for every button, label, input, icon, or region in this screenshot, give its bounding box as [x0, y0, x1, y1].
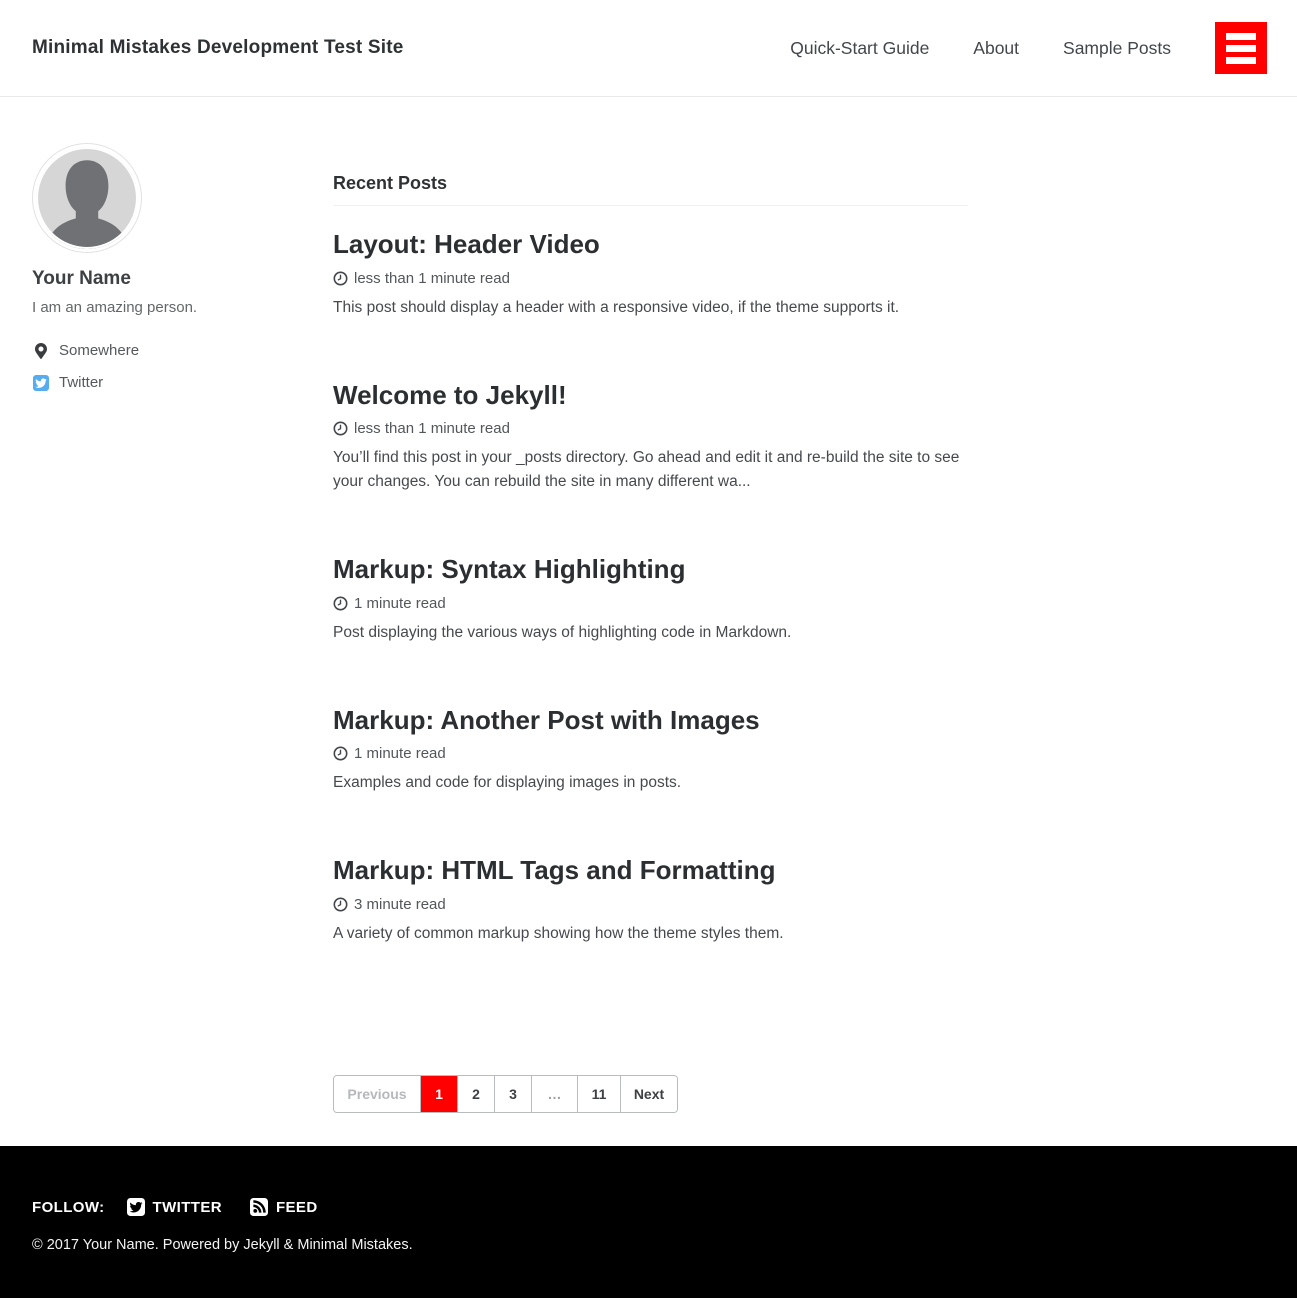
pagination-page-2[interactable]: 2: [457, 1076, 494, 1112]
footer-feed-label: FEED: [275, 1198, 318, 1216]
rss-square-icon: [250, 1198, 268, 1216]
avatar: [32, 143, 142, 253]
nav-link-sample-posts[interactable]: Sample Posts: [1063, 37, 1171, 58]
masthead: [0, 0, 1297, 97]
pagination-previous-button: Previous: [334, 1076, 420, 1112]
copyright-text: © 2017 Your Name. Powered by Jekyll & Minimal Mistakes.: [32, 1237, 413, 1253]
nav-link-about[interactable]: About: [973, 37, 1020, 58]
masthead-nav: [790, 22, 1267, 74]
author-sidebar: [32, 97, 333, 1113]
footer-feed-link[interactable]: [250, 1198, 318, 1216]
clock-icon: [333, 596, 348, 611]
author-links: [32, 342, 333, 391]
hamburger-icon: [1226, 33, 1256, 40]
clock-icon: [333, 271, 348, 286]
clock-icon: [333, 421, 348, 436]
pagination: [333, 1075, 678, 1113]
site-title[interactable]: Minimal Mistakes Development Test Site: [32, 37, 404, 58]
post-read-time: [333, 270, 968, 287]
hamburger-icon: [1226, 45, 1256, 52]
post-item: [333, 553, 968, 645]
post-excerpt: Post displaying the various ways of highlighting code in Markdown.: [333, 623, 792, 641]
post-read-time: [333, 420, 968, 437]
post-read-time: [333, 745, 968, 762]
pagination-page-1-current[interactable]: 1: [420, 1076, 457, 1112]
post-read-time: [333, 595, 968, 612]
post-excerpt: This post should display a header with a responsive video, if the theme supports it.: [333, 298, 900, 316]
post-item: [333, 228, 968, 320]
read-time-label: 1 minute read: [354, 594, 446, 612]
author-bio: I am an amazing person.: [32, 299, 198, 316]
post-item: [333, 854, 968, 946]
author-location-label: Somewhere: [59, 342, 140, 359]
page-footer: [0, 1146, 1297, 1298]
location-pin-icon: [32, 343, 50, 359]
clock-icon: [333, 746, 348, 761]
footer-twitter-label: TWITTER: [152, 1198, 222, 1216]
post-title-link[interactable]: Welcome to Jekyll!: [333, 379, 567, 410]
author-twitter-link[interactable]: [32, 374, 333, 391]
post-item: [333, 379, 968, 495]
read-time-label: 3 minute read: [354, 895, 446, 913]
author-location: [32, 342, 333, 359]
pagination-page-11[interactable]: 11: [577, 1076, 620, 1112]
post-excerpt: You’ll find this post in your _posts directory. Go ahead and edit it and re-build the site to see your changes. You can rebuild the site in many different wa...: [333, 449, 960, 491]
pagination-page-3[interactable]: 3: [494, 1076, 531, 1112]
post-title-link[interactable]: Markup: Syntax Highlighting: [333, 554, 686, 585]
clock-icon: [333, 897, 348, 912]
twitter-square-icon: [127, 1198, 145, 1216]
read-time-label: 1 minute read: [354, 745, 446, 763]
footer-twitter-link[interactable]: [127, 1198, 222, 1216]
follow-label: FOLLOW:: [32, 1198, 105, 1216]
post-read-time: [333, 896, 968, 913]
hamburger-icon: [1226, 57, 1256, 64]
footer-follow-row: [32, 1198, 1265, 1216]
post-title-link[interactable]: Layout: Header Video: [333, 229, 600, 259]
post-item: [333, 704, 968, 796]
author-name: Your Name: [32, 268, 131, 289]
content-layout: [0, 97, 1297, 1113]
nav-link-quick-start-guide[interactable]: Quick-Start Guide: [790, 37, 930, 58]
read-time-label: less than 1 minute read: [354, 269, 510, 287]
post-title-link[interactable]: Markup: Another Post with Images: [333, 704, 760, 735]
twitter-icon: [32, 375, 50, 391]
page-title: Recent Posts: [333, 173, 968, 206]
main-content: [333, 97, 968, 1113]
post-excerpt: Examples and code for displaying images in posts.: [333, 774, 682, 792]
post-excerpt: A variety of common markup showing how the theme styles them.: [333, 924, 784, 942]
pagination-ellipsis: …: [531, 1076, 577, 1112]
read-time-label: less than 1 minute read: [354, 420, 510, 438]
author-twitter-label: Twitter: [59, 374, 104, 391]
pagination-next-button[interactable]: Next: [620, 1076, 677, 1112]
hamburger-menu-button[interactable]: [1215, 22, 1267, 74]
post-title-link[interactable]: Markup: HTML Tags and Formatting: [333, 855, 776, 886]
